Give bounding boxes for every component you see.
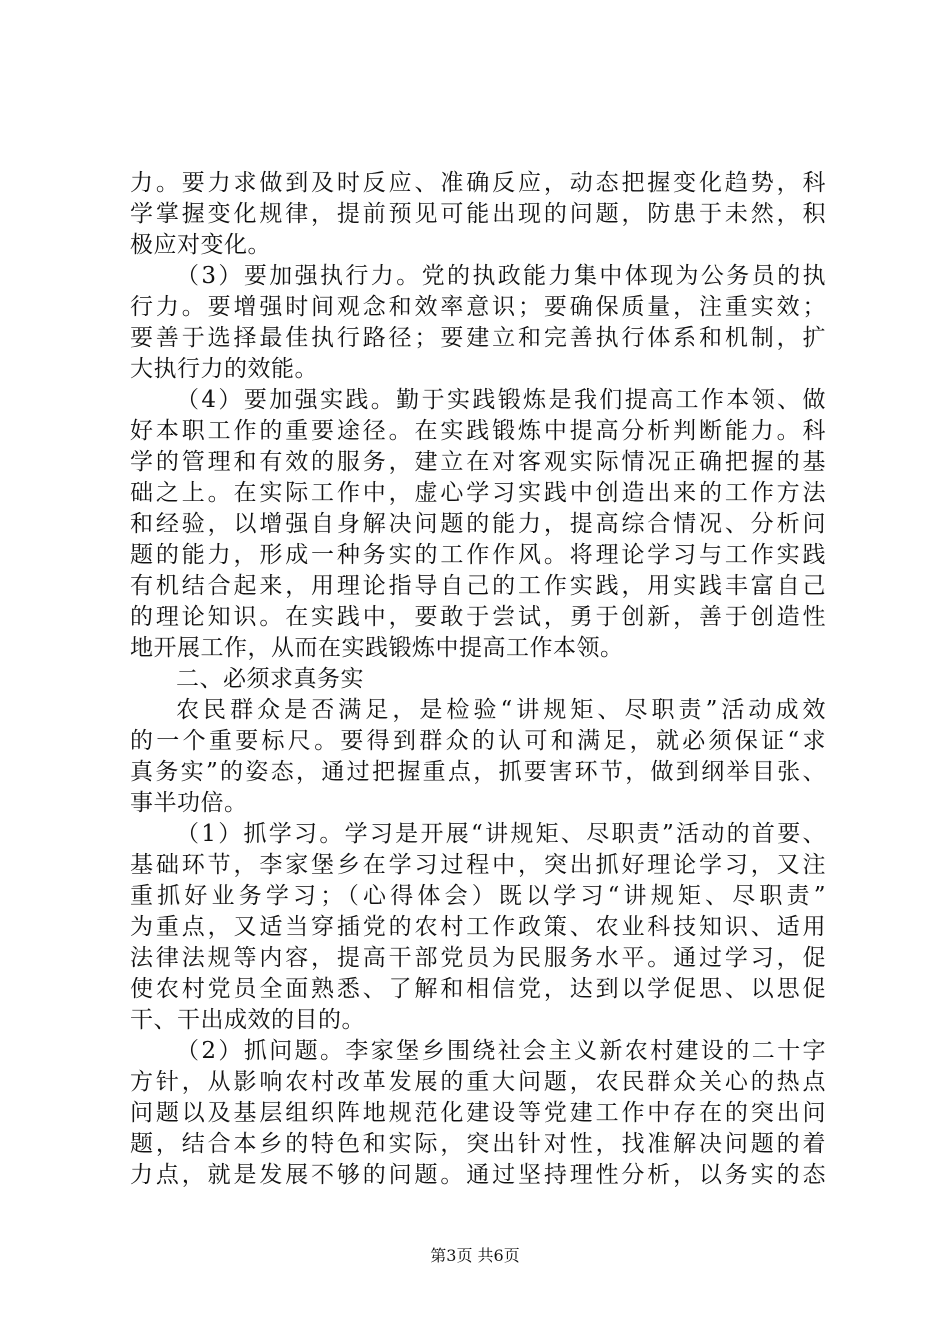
text-line: 基础环节，李家堡乡在学习过程中，突出抓好理论学习，又注 bbox=[130, 852, 826, 878]
text-line: 的一个重要标尺。要得到群众的认可和满足，就必须保证“求 bbox=[130, 728, 826, 754]
text-line: 极应对变化。 bbox=[130, 232, 271, 258]
text-line: 础之上。在实际工作中，虚心学习实践中创造出来的工作方法 bbox=[130, 480, 826, 506]
text-line: 的理论知识。在实践中，要敢于尝试，勇于创新，善于创造性 bbox=[130, 604, 826, 630]
text-line: 干、干出成效的目的。 bbox=[130, 1007, 365, 1033]
text-line: 学的管理和有效的服务，建立在对客观实际情况正确把握的基 bbox=[130, 449, 826, 475]
text-line: 题的能力，形成一种务实的工作作风。将理论学习与工作实践 bbox=[130, 542, 826, 568]
text-line: （1）抓学习。学习是开展“讲规矩、尽职责”活动的首要、 bbox=[176, 821, 826, 847]
text-line: 行力。要增强时间观念和效率意识；要确保质量，注重实效； bbox=[130, 294, 826, 320]
text-line: 二、必须求真务实 bbox=[176, 666, 364, 692]
text-line: 好本职工作的重要途径。在实践锻炼中提高分析判断能力。科 bbox=[130, 418, 826, 444]
text-line: 方针，从影响农村改革发展的重大问题，农民群众关心的热点 bbox=[130, 1069, 826, 1095]
text-line: 农民群众是否满足，是检验“讲规矩、尽职责”活动成效 bbox=[176, 697, 826, 723]
text-line: 题，结合本乡的特色和实际，突出针对性，找准解决问题的着 bbox=[130, 1131, 826, 1157]
text-line: （4）要加强实践。勤于实践锻炼是我们提高工作本领、做 bbox=[176, 387, 826, 413]
text-line: 大执行力的效能。 bbox=[130, 356, 318, 382]
text-line: 使农村党员全面熟悉、了解和相信党，达到以学促思、以思促 bbox=[130, 976, 826, 1002]
text-line: 真务实”的姿态，通过把握重点，抓要害环节，做到纲举目张、 bbox=[130, 759, 826, 785]
text-line: 要善于选择最佳执行路径；要建立和完善执行体系和机制，扩 bbox=[130, 325, 826, 351]
text-line: 事半功倍。 bbox=[130, 790, 248, 816]
page-footer: 第3页 共6页 bbox=[430, 1246, 520, 1265]
document-body bbox=[130, 168, 826, 1191]
text-line: 有机结合起来，用理论指导自己的工作实践，用实践丰富自己 bbox=[130, 573, 826, 599]
text-line: （3）要加强执行力。党的执政能力集中体现为公务员的执 bbox=[176, 263, 826, 289]
text-line: 学掌握变化规律，提前预见可能出现的问题，防患于未然，积 bbox=[130, 201, 826, 227]
text-line: 法律法规等内容，提高干部党员为民服务水平。通过学习，促 bbox=[130, 945, 826, 971]
text-line: （2）抓问题。李家堡乡围绕社会主义新农村建设的二十字 bbox=[176, 1038, 826, 1064]
text-line: 力点，就是发展不够的问题。通过坚持理性分析，以务实的态 bbox=[130, 1162, 826, 1188]
text-line: 和经验，以增强自身解决问题的能力，提高综合情况、分析问 bbox=[130, 511, 826, 537]
text-line: 为重点，又适当穿插党的农村工作政策、农业科技知识、适用 bbox=[130, 914, 826, 940]
text-line: 地开展工作，从而在实践锻炼中提高工作本领。 bbox=[130, 635, 624, 661]
text-line: 力。要力求做到及时反应、准确反应，动态把握变化趋势，科 bbox=[130, 170, 826, 196]
text-line: 重抓好业务学习；（心得体会）既以学习“讲规矩、尽职责” bbox=[130, 883, 826, 909]
text-line: 问题以及基层组织阵地规范化建设等党建工作中存在的突出问 bbox=[130, 1100, 826, 1126]
